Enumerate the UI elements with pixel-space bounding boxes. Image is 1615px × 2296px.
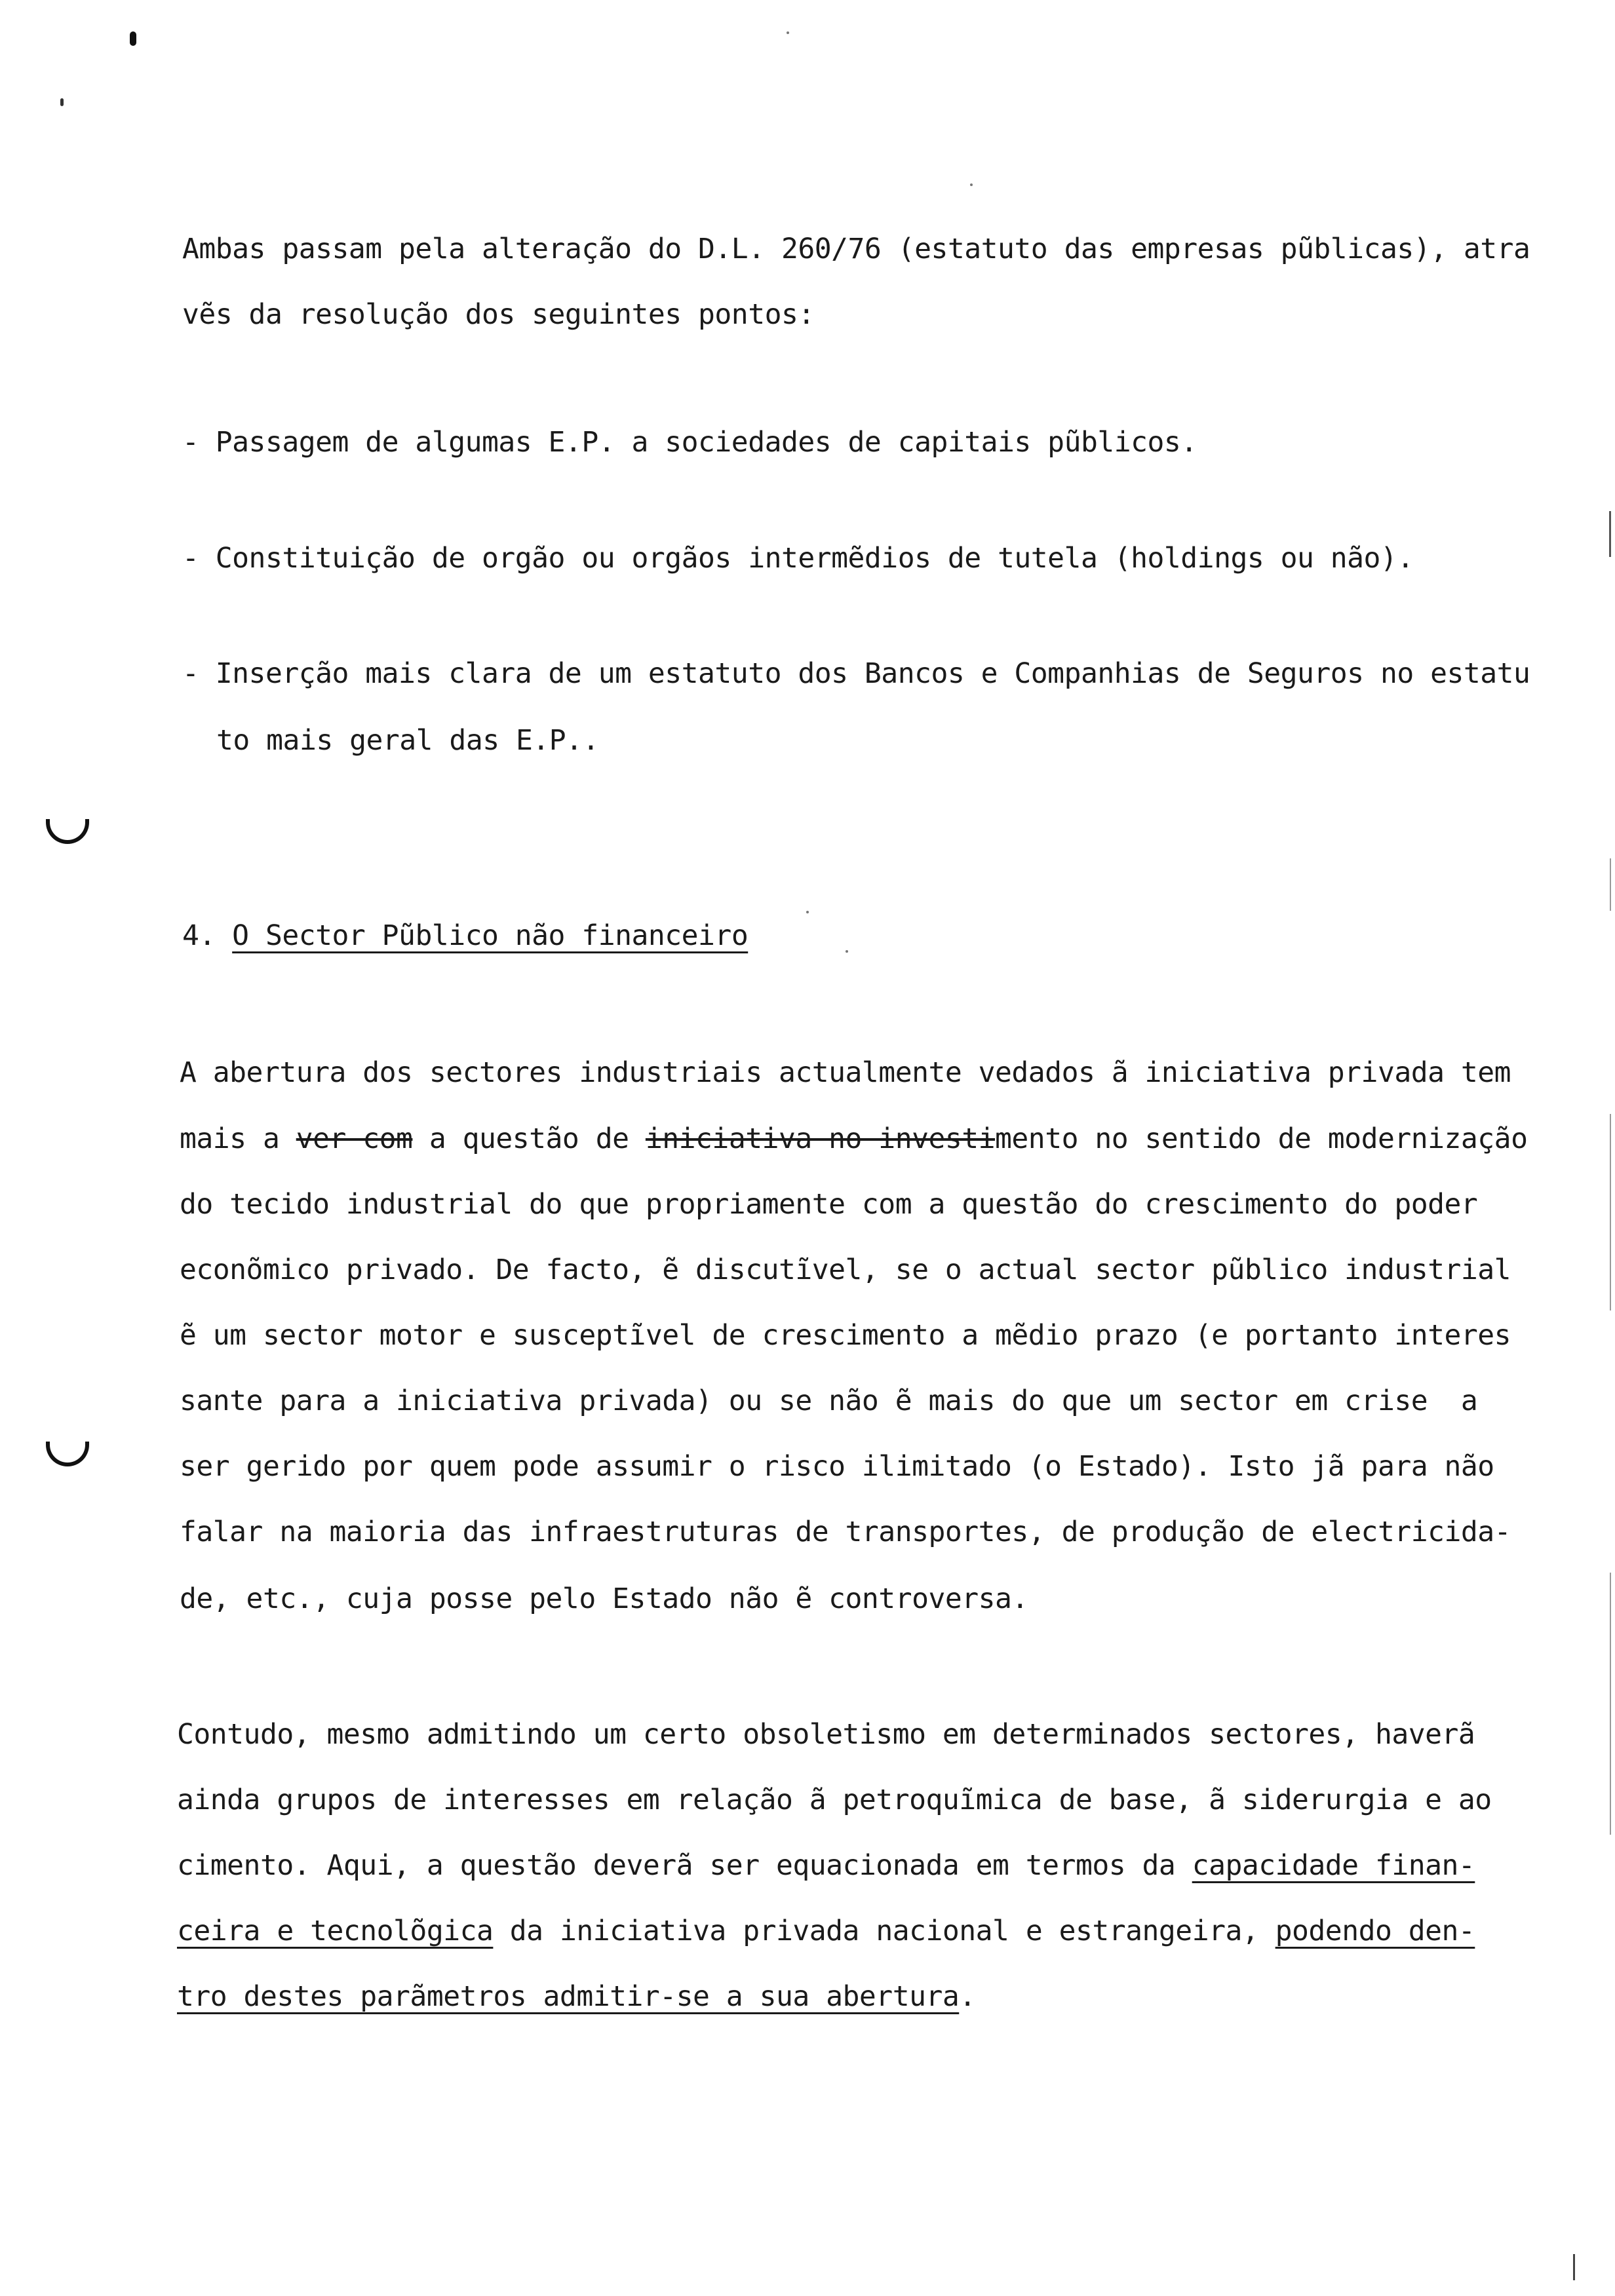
text-run: mais a (180, 1122, 296, 1155)
struck-text: ver com (296, 1122, 413, 1155)
section-heading (182, 916, 748, 955)
bullet-item-3-line-2: to mais geral das E.P.. (216, 724, 599, 757)
ink-mark (60, 98, 64, 106)
paragraph-2-line-2 (180, 1119, 1527, 1158)
speck (970, 183, 973, 186)
text-run: da iniciativa privada nacional e estrangeira, (493, 1915, 1275, 1947)
bullet-item-2: - Constituição de orgão ou orgãos intermẽdios de tutela (holdings ou não). (182, 542, 1414, 575)
section-number: 4. (182, 919, 216, 952)
paragraph-3-line-1: Contudo, mesmo admitindo um certo obsoletismo em determinados sectores, haverã (177, 1718, 1475, 1751)
underlined-text: podendo den- (1275, 1915, 1475, 1947)
bullet-item-3-line-1: - Inserção mais clara de um estatuto dos Bancos e Companhias de Seguros no estatu (182, 657, 1530, 690)
text-run: cimento. Aqui, a questão deverã ser equacionada em termos da (177, 1849, 1192, 1882)
paragraph-1-line-2: vẽs da resolução dos seguintes pontos: (182, 298, 815, 331)
paragraph-3-line-3 (177, 1846, 1475, 1885)
paragraph-2-line-1: A abertura dos sectores industriais actualmente vedados ã iniciativa privada tem (180, 1056, 1511, 1089)
text-run: mento no sentido de modernização (995, 1122, 1528, 1155)
speck (806, 911, 809, 913)
binder-hole-mark (46, 819, 89, 844)
paragraph-2-line-3: do tecido industrial do que propriamente com a questão do crescimento do poder (180, 1188, 1478, 1221)
margin-line (1610, 1573, 1611, 1835)
bullet-item-1: - Passagem de algumas E.P. a sociedades de capitais pũblicos. (182, 426, 1197, 459)
underlined-text: ceira e tecnolõgica (177, 1915, 494, 1947)
paragraph-3-line-4 (177, 1911, 1475, 1951)
paragraph-2-line-9: de, etc., cuja posse pelo Estado não ẽ controversa. (180, 1582, 1028, 1615)
paragraph-3-line-2: ainda grupos de interesses em relação ã petroquĩmica de base, ã siderurgia e ao (177, 1784, 1492, 1816)
paragraph-2-line-5: ẽ um sector motor e susceptĩvel de crescimento a mẽdio prazo (e portanto interes (180, 1319, 1511, 1352)
underlined-text: capacidade finan- (1192, 1849, 1475, 1882)
paragraph-2-line-4: econõmico privado. De facto, ẽ discutĩvel, se o actual sector pũblico industrial (180, 1253, 1511, 1286)
section-title: O Sector Pũblico não financeiro (232, 919, 749, 952)
text-run: . (959, 1980, 976, 2013)
ink-mark (130, 31, 136, 46)
paragraph-2-line-6: sante para a iniciativa privada) ou se não ẽ mais do que um sector em crise a (180, 1385, 1478, 1417)
underlined-text: tro destes parãmetros admitir-se a sua abertura (177, 1980, 960, 2013)
margin-line (1610, 1114, 1611, 1311)
text-run: a questão de (412, 1122, 646, 1155)
paragraph-3-line-5 (177, 1977, 976, 2016)
binder-hole-mark (46, 1442, 89, 1466)
struck-text: iniciativa no investi (645, 1122, 996, 1155)
margin-line (1573, 2254, 1575, 2280)
speck (787, 31, 789, 34)
speck (846, 950, 848, 953)
margin-line (1610, 858, 1611, 911)
paragraph-2-line-8: falar na maioria das infraestruturas de transportes, de produção de electricida- (180, 1516, 1511, 1548)
paragraph-2-line-7: ser gerido por quem pode assumir o risco ilimitado (o Estado). Isto jã para não (180, 1450, 1494, 1483)
paragraph-1-line-1: Ambas passam pela alteração do D.L. 260/76 (estatuto das empresas pũblicas), atra (182, 233, 1530, 265)
margin-line (1609, 511, 1611, 557)
